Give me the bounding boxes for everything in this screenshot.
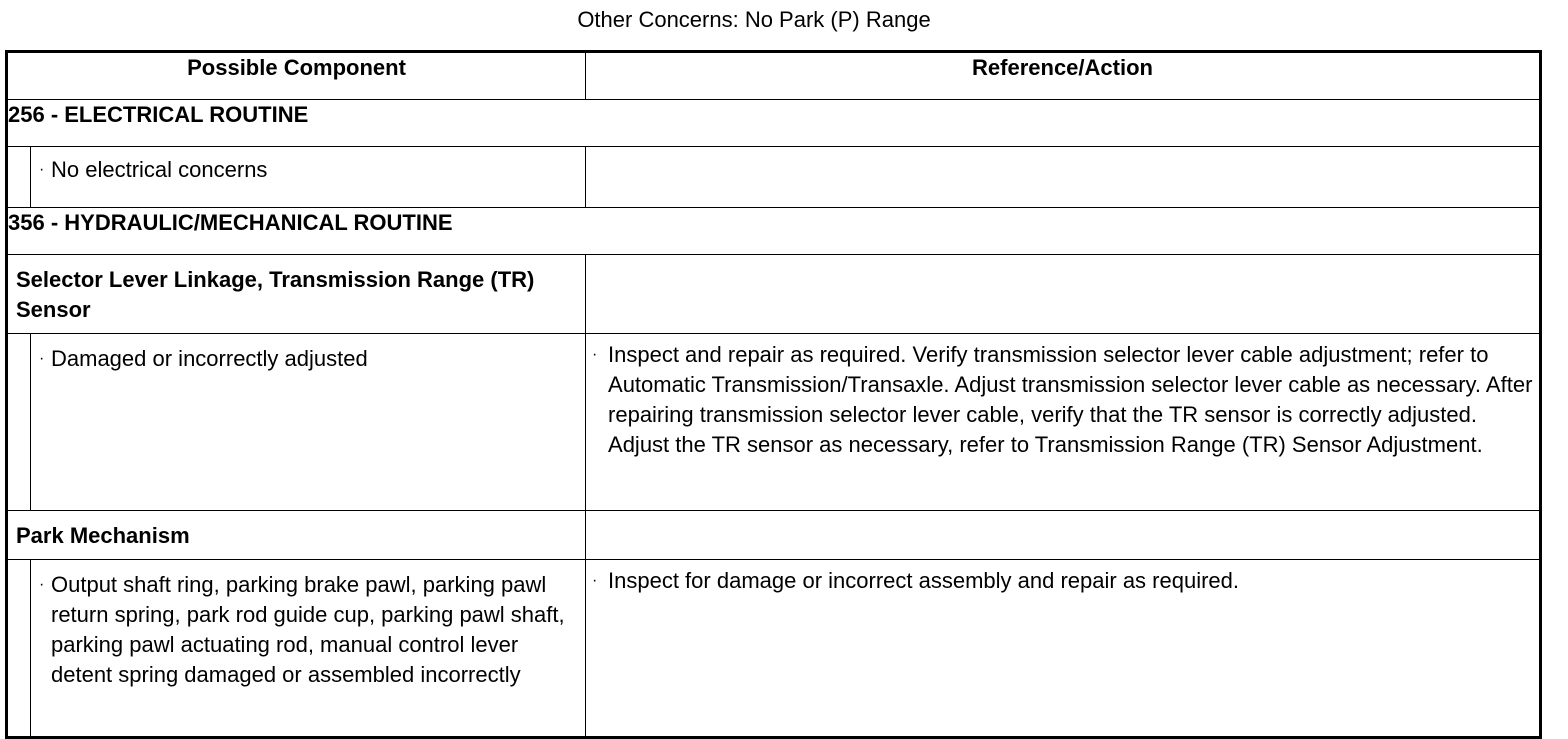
section-heading-electrical: 256 - ELECTRICAL ROUTINE [7, 100, 1541, 147]
bullet-icon: · [39, 576, 45, 593]
section-heading-hydraulic: 356 - HYDRAULIC/MECHANICAL ROUTINE [7, 208, 1541, 255]
component-text: Output shaft ring, parking brake pawl, parking pawl return spring, park rod guide cup, parking pawl shaft, parking pawl actuating rod, manual control lever detent spring damaged or assembled incorrectly [51, 572, 565, 687]
indent-cell [7, 560, 31, 738]
table-row [7, 147, 1541, 208]
bullet-icon: · [592, 572, 598, 589]
group-heading-park-mechanism: Park Mechanism [7, 511, 586, 560]
bullet-icon: · [39, 161, 45, 178]
group-row-park-mechanism [7, 511, 1541, 560]
column-header-reference-action: Reference/Action [586, 52, 1541, 100]
bullet-icon: · [592, 346, 598, 363]
action-text: Inspect and repair as required. Verify transmission selector lever cable adjustment; refer to Automatic Transmission/Transaxle. Adjust transmission selector lever cable as necessary. After repairing transmission selector lever cable, verify that the TR sensor is correctly adjusted. Adjust the TR sensor as necessary, refer to Transmission Range (TR) Sensor Adjustment. [608, 342, 1533, 457]
indent-cell [7, 334, 31, 511]
component-cell [31, 334, 586, 511]
table-row [7, 334, 1541, 511]
component-text: Damaged or incorrectly adjusted [51, 346, 368, 371]
group-row-selector-lever [7, 255, 1541, 334]
column-header-possible-component: Possible Component [7, 52, 586, 100]
table-caption: Other Concerns: No Park (P) Range [577, 7, 931, 32]
component-cell [31, 147, 586, 208]
indent-cell [7, 147, 31, 208]
action-cell [586, 334, 1541, 511]
component-text: No electrical concerns [51, 157, 268, 182]
component-cell [31, 560, 586, 738]
bullet-icon: · [39, 350, 45, 367]
action-text: Inspect for damage or incorrect assembly and repair as required. [608, 568, 1239, 593]
section-row-electrical [7, 100, 1541, 147]
action-cell-empty [586, 511, 1541, 560]
diagnostic-table [5, 50, 1542, 739]
group-heading-selector-lever: Selector Lever Linkage, Transmission Range (TR) Sensor [7, 255, 586, 334]
table-row [7, 560, 1541, 738]
action-cell-empty [586, 255, 1541, 334]
section-row-hydraulic [7, 208, 1541, 255]
action-cell-empty [586, 147, 1541, 208]
action-cell [586, 560, 1541, 738]
table-header-row [7, 52, 1541, 100]
